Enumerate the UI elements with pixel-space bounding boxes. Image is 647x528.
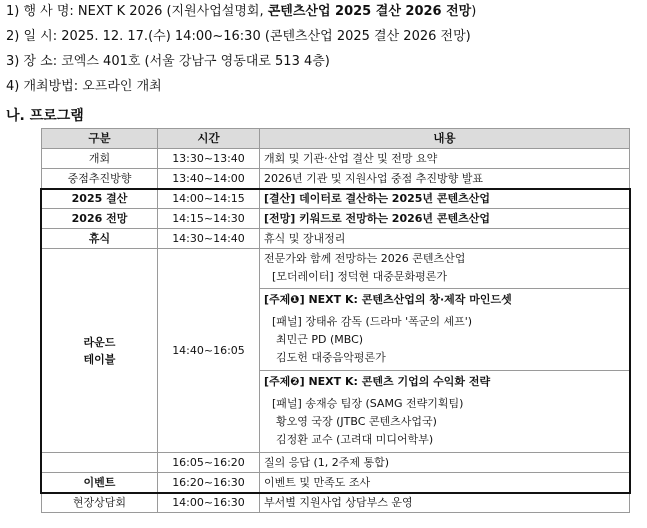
row-time: 13:30~13:40 (158, 149, 260, 169)
row-time: 14:00~16:30 (158, 493, 260, 513)
row-content: 부서별 지원사업 상담부스 운영 (260, 493, 630, 513)
table-row (42, 229, 630, 249)
table-row (42, 149, 630, 169)
row-category: 현장상담회 (42, 493, 158, 513)
row-time: 16:05~16:20 (158, 453, 260, 473)
section-title: 나. 프로그램 (6, 108, 84, 124)
row-content: 이벤트 및 만족도 조사 (260, 473, 630, 493)
title-bold: 콘텐츠산업 2025 결산 2026 전망 (267, 4, 472, 19)
row-category: 2025 결산 (42, 189, 158, 209)
table-row (42, 169, 630, 189)
row-content: [전망] 키워드로 전망하는 2026년 콘텐츠산업 (260, 209, 630, 229)
row-content: [결산] 데이터로 결산하는 2025년 콘텐츠산업 (260, 189, 630, 209)
table-row (42, 493, 630, 513)
title-prefix: 1) 행 사 명: NEXT K 2026 (지원사업설명회, (6, 4, 268, 19)
roundtable-intro: 전문가와 함께 전망하는 2026 콘텐츠산업 (264, 252, 466, 265)
topic2-panel-1: [패널] 송재승 팀장 (SAMG 전략기획팀) (272, 397, 464, 410)
table-row-roundtable (42, 249, 630, 289)
roundtable-label-2: 테이블 (83, 352, 116, 366)
roundtable-intro-cell (260, 249, 630, 289)
info-line-datetime: 2) 일 시: 2025. 12. 17.(수) 14:00~16:30 (콘텐츠산업 2025 결산 2026 전망) (6, 29, 471, 44)
table-row (42, 189, 630, 209)
header-content: 내용 (260, 129, 630, 149)
moderator: [모더레이터] 정덕현 대중문화평론가 (272, 270, 447, 283)
row-time: 14:00~14:15 (158, 189, 260, 209)
topic2-title: [주제❷] NEXT K: 콘텐츠 기업의 수익화 전략 (264, 375, 491, 388)
row-time: 16:20~16:30 (158, 473, 260, 493)
title-suffix: ) (471, 4, 477, 19)
row-content: 질의 응답 (1, 2주제 통합) (260, 453, 630, 473)
row-category-roundtable (42, 249, 158, 453)
topic2-panel-2: 황오영 국장 (JTBC 콘텐츠사업국) (276, 415, 437, 428)
topic1-panel-3: 김도헌 대중음악평론가 (276, 351, 386, 364)
row-category: 휴식 (42, 229, 158, 249)
topic2-cell (260, 371, 630, 453)
topic2-panel-3: 김정환 교수 (고려대 미디어학부) (276, 433, 434, 446)
row-category-empty (42, 453, 158, 473)
header-time: 시간 (158, 129, 260, 149)
row-category: 중점추진방향 (42, 169, 158, 189)
topic1-cell (260, 289, 630, 371)
topic1-panel-2: 최민근 PD (MBC) (276, 333, 364, 346)
row-category: 이벤트 (42, 473, 158, 493)
topic1-title: [주제❶] NEXT K: 콘텐츠산업의 창·제작 마인드셋 (264, 293, 512, 306)
info-line-venue: 3) 장 소: 코엑스 401호 (서울 강남구 영동대로 513 4층) (6, 54, 330, 69)
row-time: 14:15~14:30 (158, 209, 260, 229)
row-category: 개회 (42, 149, 158, 169)
row-time: 13:40~14:00 (158, 169, 260, 189)
table-row (42, 453, 630, 473)
row-category: 2026 전망 (42, 209, 158, 229)
row-time: 14:40~16:05 (158, 249, 260, 453)
topic1-panel-1: [패널] 장태유 감독 (드라마 '폭군의 셰프') (272, 315, 473, 328)
row-content: 2026년 기관 및 지원사업 중점 추진방향 발표 (260, 169, 630, 189)
row-time: 14:30~14:40 (158, 229, 260, 249)
row-content: 휴식 및 장내정리 (260, 229, 630, 249)
row-content: 개회 및 기관·산업 결산 및 전망 요약 (260, 149, 630, 169)
header-category: 구분 (42, 129, 158, 149)
info-line-method: 4) 개최방법: 오프라인 개최 (6, 79, 162, 94)
table-row (42, 473, 630, 493)
roundtable-label-1: 라운드 (83, 335, 116, 349)
table-row (42, 209, 630, 229)
table-header-row (42, 129, 630, 149)
program-table (41, 128, 630, 513)
info-line-title (6, 2, 476, 21)
